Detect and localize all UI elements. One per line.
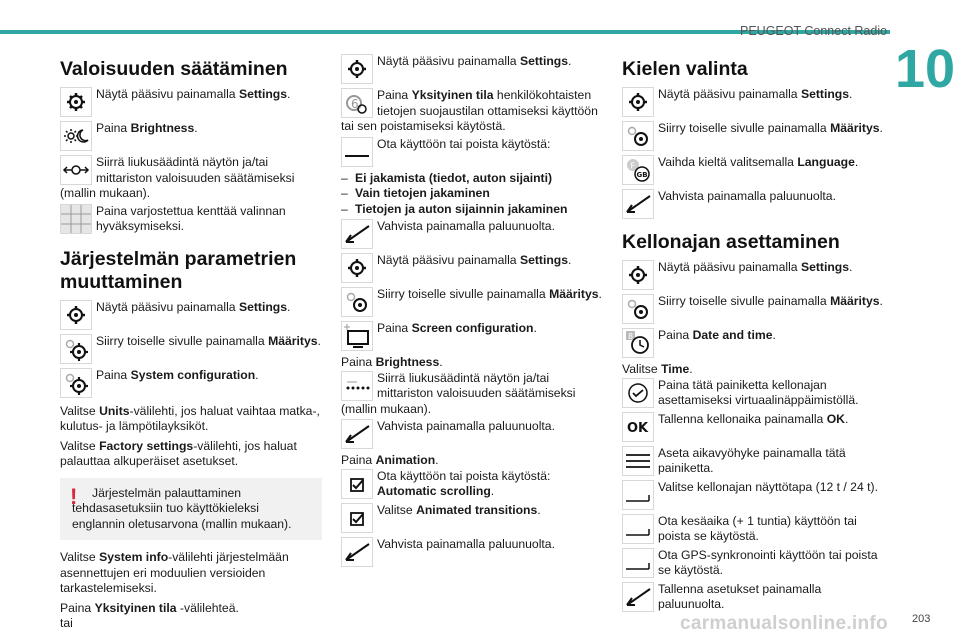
section-title-language: Kielen valinta [622, 58, 748, 80]
flag-mark: F [630, 161, 636, 171]
paragraph-private-mode: Paina Yksityinen tila -välilehteä. [60, 600, 239, 615]
paragraph-or: tai [60, 616, 73, 630]
ok-button-icon [622, 412, 654, 442]
double-gear-icon [622, 294, 654, 324]
step-back: Vahvista painamalla paluunuolta. [622, 189, 884, 221]
step-language: F GB Vaihda kieltä valitsemalla Language. [622, 155, 884, 187]
watermark: carmanualsonline.info [680, 613, 888, 634]
slider-dots-icon [341, 371, 373, 401]
step-time-format: Valitse kellonajan näyttötapa (12 t / 24 t). [622, 480, 884, 512]
list-icon [622, 446, 654, 476]
step-gps-sync: Ota GPS-synkronointi käyttöön tai poista se käytöstä. [622, 548, 884, 580]
step-back: Vahvista painamalla paluunuolta. [341, 419, 603, 451]
slider-icon [60, 155, 92, 185]
step-enable-disable: Ota käyttöön tai poista käytöstä: [341, 137, 603, 169]
chapter-number: 10 [895, 39, 956, 99]
paragraph-brightness: Paina Brightness. [341, 355, 443, 369]
step-back: Tallenna asetukset painamalla paluunuolta. [622, 582, 884, 614]
back-arrow-icon [622, 189, 654, 219]
toggle-line-icon [622, 480, 654, 510]
step-back: Vahvista painamalla paluunuolta. [341, 537, 603, 569]
clock-icon [622, 328, 654, 358]
back-arrow-icon [622, 582, 654, 612]
toggle-bar-icon [341, 137, 373, 167]
gear-icon [622, 87, 654, 117]
column-2 [341, 54, 603, 571]
double-gear-icon [622, 121, 654, 151]
ok-label: OK [627, 420, 649, 436]
toggle-line-icon [622, 548, 654, 578]
section-title-brightness: Valoisuuden säätäminen [60, 58, 288, 80]
step-timezone: Aseta aikavyöhyke painamalla tätä painiketta. [622, 446, 884, 478]
svg-text:6: 6 [351, 97, 359, 111]
shaded-grid-icon [60, 204, 92, 234]
clock-mark: 8 [628, 332, 634, 341]
section-title-system: Järjestelmän parametrien muuttaminen [60, 247, 297, 293]
toggle-line-icon [622, 514, 654, 544]
paragraph-time: Valitse Time. [622, 362, 693, 376]
back-arrow-icon [341, 219, 373, 249]
privacy-icon [341, 88, 373, 118]
checkbox-icon [341, 503, 373, 533]
step-settings: Näytä pääsivu painamalla Settings. [60, 87, 322, 119]
section-title-clock: Kellonajan asettaminen [622, 231, 840, 253]
step-configuration: Siirry toiselle sivulle painamalla Määritys. [622, 294, 884, 326]
step-screen-configuration: Paina Screen configuration. [341, 321, 603, 353]
double-gear-icon [341, 287, 373, 317]
language-flag-icon [622, 155, 654, 185]
check-circle-icon [622, 378, 654, 408]
step-automatic-scrolling: Ota käyttöön tai poista käytöstä: Automatic scrolling. [341, 469, 603, 501]
gear-icon [341, 54, 373, 84]
flag-label: GB [636, 171, 648, 179]
step-dst: Ota kesäaika (+ 1 tuntia) käyttöön tai poista se käytöstä. [622, 514, 884, 546]
gear-icon [622, 260, 654, 290]
screen-icon [341, 321, 373, 351]
paragraph-units: Valitse Units-välilehti, jos haluat vaihtaa matka-, kulutus- ja lämpötilayksiköt. [60, 403, 320, 433]
step-date-time: 8 Paina Date and time. [622, 328, 884, 360]
step-animated-transitions: Valitse Animated transitions. [341, 503, 603, 535]
column-1 [60, 54, 322, 632]
step-slider: Siirrä liukusäädintä näytön ja/tai mittariston valoisuuden säätämiseksi (mallin mukaan). [341, 370, 576, 416]
step-shaded-field: Paina varjostettua kenttää valinnan hyväksymiseksi. [60, 204, 322, 236]
sharing-options-list [341, 171, 603, 218]
step-settings: Näytä pääsivu painamalla Settings. [622, 87, 884, 119]
double-gear-icon [60, 334, 92, 364]
double-gear-icon [60, 368, 92, 398]
step-ok: OK Tallenna kellonaika painamalla OK. [622, 412, 884, 444]
gear-icon [341, 253, 373, 283]
back-arrow-icon [341, 419, 373, 449]
warning-icon: ! [70, 483, 78, 509]
step-settings: Näytä pääsivu painamalla Settings. [60, 300, 322, 332]
checkbox-icon [341, 469, 373, 499]
gear-icon [60, 300, 92, 330]
step-slider: Siirrä liukusäädintä näytön ja/tai mittariston valoisuuden säätämiseksi (mallin mukaan). [60, 155, 295, 200]
list-item: – Tietojen ja auton sijainnin jakaminen [341, 201, 568, 216]
step-configuration: Siirry toiselle sivulle painamalla Määritys. [622, 121, 884, 153]
step-configuration: Siirry toiselle sivulle painamalla Määritys. [60, 334, 322, 366]
step-settings: Näytä pääsivu painamalla Settings. [341, 54, 603, 86]
list-item: – Ei jakamista (tiedot, auton sijainti) [341, 170, 553, 185]
paragraph-system-info: Valitse System info-välilehti järjestelmään asennettujen eri moduulien versioiden tarkastelemiseksi. [60, 550, 289, 595]
step-settings: Näytä pääsivu painamalla Settings. [622, 260, 884, 292]
page-number: 203 [912, 613, 931, 625]
step-system-configuration: Paina System configuration. [60, 368, 322, 400]
sun-moon-icon [60, 121, 92, 151]
back-arrow-icon [341, 537, 373, 567]
list-item: – Vain tietojen jakaminen [341, 186, 490, 200]
gear-icon [60, 87, 92, 117]
paragraph-animation: Paina Animation. [341, 453, 439, 467]
header-title: PEUGEOT Connect Radio [740, 24, 888, 38]
warning-note: ! Järjestelmän palauttaminen tehdasasetuksiin tuo käyttökieleksi englannin oletusarvona (mallin mukaan). [60, 478, 322, 541]
step-brightness: Paina Brightness. [60, 121, 322, 153]
step-configuration: Siirry toiselle sivulle painamalla Määritys. [341, 287, 603, 319]
column-3 [622, 54, 884, 616]
step-back: Vahvista painamalla paluunuolta. [341, 219, 603, 251]
step-private-mode: 6 Paina Yksityinen tila henkilökohtaisten tietojen suojaustilan ottamiseksi käyttöön tai sen poistamiseksi käytöstä. [341, 88, 598, 133]
paragraph-factory: Valitse Factory settings-välilehti, jos haluat palauttaa alkuperäiset asetukset. [60, 438, 297, 468]
step-set-time: Paina tätä painiketta kellonajan asettamiseksi virtuaalinäppäimistöllä. [622, 378, 884, 410]
step-settings: Näytä pääsivu painamalla Settings. [341, 253, 603, 285]
